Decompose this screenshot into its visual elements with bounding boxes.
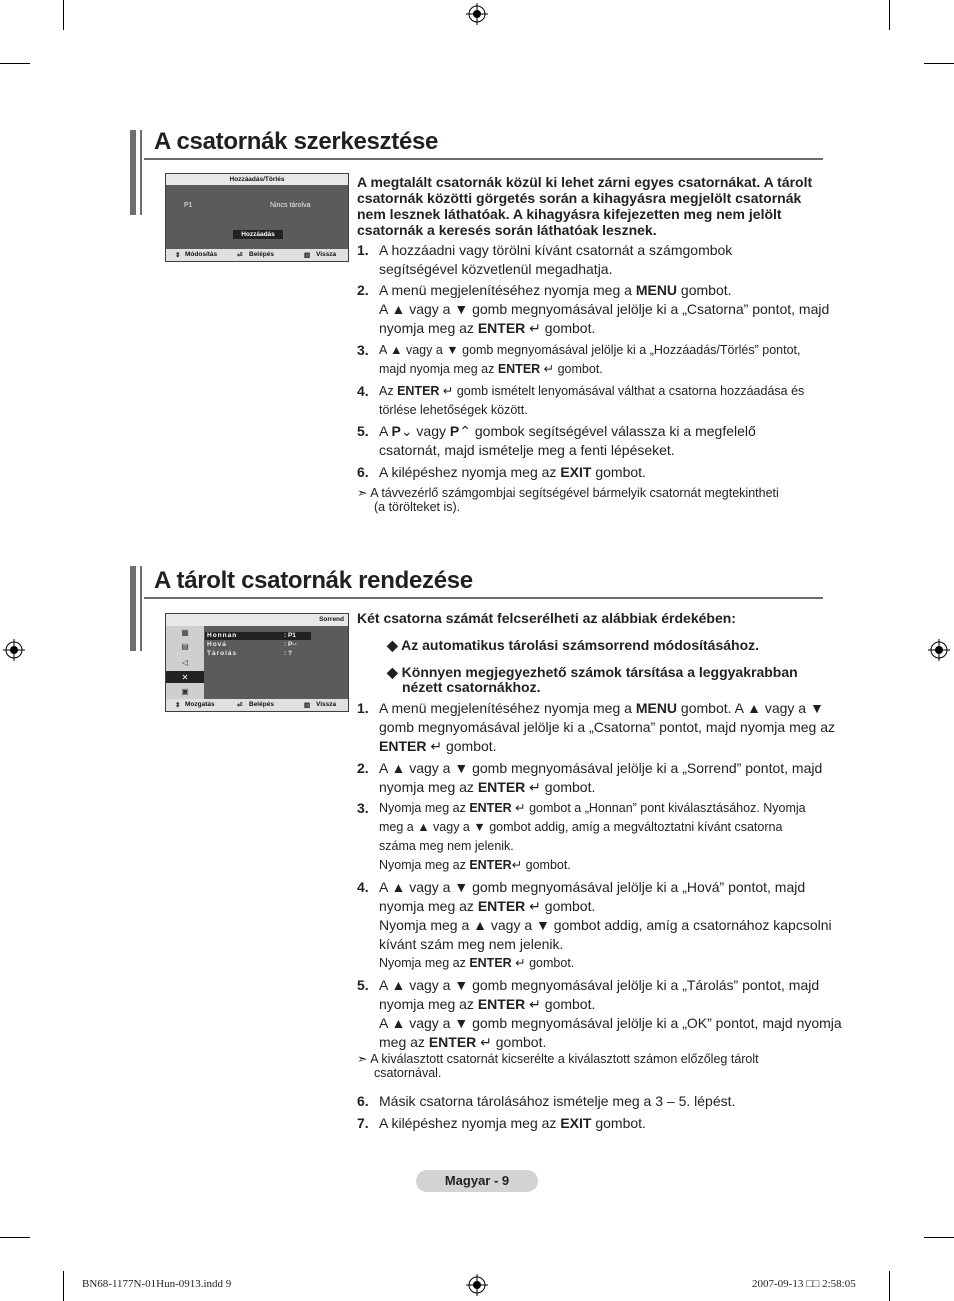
screen-row-value: Nincs tárolva (270, 202, 311, 209)
return-icon: ▥ (304, 702, 311, 709)
section-bar (130, 566, 136, 651)
return-icon: ▥ (304, 252, 311, 259)
step-item: 4. A ▲ vagy a ▼ gomb megnyomásával jelölje ki a „Hová” pontot, majd nyomja meg az ENTER ↵ gombot. Nyomja meg a ▲ vagy a ▼ gombot addig, amíg a csatornához kapcsolni kívánt szám meg nem jelenik. Nyomja meg az ENTER ↵ gombot. (357, 879, 832, 970)
updown-icon: ⇕ (175, 702, 181, 709)
intro-text: Két csatorna számát felcserélheti az alábbiak érdekében: (357, 610, 736, 626)
screen-row-value: : ? (284, 650, 292, 657)
screen-row-value: : P-- (284, 641, 297, 648)
crop-mark (889, 1271, 890, 1301)
section-title: A tárolt csatornák rendezése (154, 567, 473, 594)
crop-mark (0, 63, 30, 64)
enter-icon: ⏎ (237, 702, 243, 709)
screen-row-label: Tárolás (207, 650, 238, 657)
footer-item: Módosítás (185, 251, 218, 258)
step-item: 6. A kilépéshez nyomja meg az EXIT gombot. (357, 464, 646, 480)
screen-row-label: Hová (207, 641, 227, 648)
registration-mark-icon (466, 1274, 488, 1296)
footer-item: Mozgatás (185, 701, 215, 708)
registration-mark-icon (466, 3, 488, 25)
setup-icon: ▣ (181, 687, 189, 696)
page-number: Magyar - 9 (416, 1170, 538, 1192)
section-bar (140, 130, 142, 215)
bullet-item: ◆ Az automatikus tárolási számsorrend módosításához. (387, 637, 760, 653)
note: ➣ A kiválasztott csatornát kicserélte a kiválasztott számon előzőleg tárolt csatornával. (357, 1052, 759, 1080)
bullet-item: ◆ Könnyen megjegyezhető számok társítása a leggyakrabban (387, 664, 798, 680)
tv-screen-sort (165, 613, 349, 712)
section-rule (144, 158, 823, 160)
crop-mark (889, 0, 890, 30)
updown-icon: ⇕ (175, 252, 181, 259)
step-item: 2. A menü megjelenítéséhez nyomja meg a MENU gombot. A ▲ vagy a ▼ gomb megnyomásával jelölje ki a „Csatorna” pontot, majd nyomja meg az ENTER ↵ gombot. (357, 282, 830, 336)
screen-footer (166, 249, 348, 261)
screen-highlight: Hozzáadás (233, 230, 283, 239)
screen-title: Hozzáadás/Törlés (166, 174, 348, 185)
step-item: 3. A ▲ vagy a ▼ gomb megnyomásával jelölje ki a „Hozzáadás/Törlés” pontot, majd nyomja meg az ENTER ↵ gombot. (357, 342, 801, 376)
screen-footer (166, 699, 348, 711)
screen-title: Sorrend (166, 614, 348, 626)
crop-mark (63, 0, 64, 30)
section-bar (130, 130, 136, 215)
intro-text: A megtalált csatornák közül ki lehet zárni egyes csatornákat. A tárolt csatornák közötti görgetés során a kihagyásra megjelölt csatornák nem lesznek láthatóak. A kihagyásra kifejezetten meg nem jelölt csatornák a keresés során láthatóak lesznek. (357, 174, 813, 238)
step-item: 2. A ▲ vagy a ▼ gomb megnyomásával jelölje ki a „Sorrend” pontot, majd nyomja meg az ENTER ↵ gombot. (357, 760, 823, 795)
menu-sidebar (166, 626, 204, 699)
channel-icon: ✕ (181, 673, 189, 682)
screen-row-value: : P1 (284, 632, 296, 639)
step-item: 1. A menü megjelenítéséhez nyomja meg a MENU gombot. A ▲ vagy a ▼ gomb megnyomásával jelölje ki a „Csatorna” pontot, majd nyomja meg az ENTER ↵ gombot. (357, 700, 835, 754)
section-bar (140, 566, 142, 651)
crop-mark (63, 1271, 64, 1301)
slug-left: BN68-1177N-01Hun-0913.indd 9 (82, 1278, 232, 1290)
sound-icon: ▤ (181, 642, 189, 651)
section-title: A csatornák szerkesztése (154, 128, 439, 155)
enter-icon: ⏎ (237, 252, 243, 259)
crop-mark (924, 63, 954, 64)
section-rule (144, 597, 823, 599)
screen-row-label: P1 (184, 202, 193, 209)
step-item: 1. A hozzáadni vagy törölni kívánt csatornát a számgombok segítségével közvetlenül megadhatja. (357, 242, 733, 277)
step-item: 3. Nyomja meg az ENTER ↵ gombot a „Honnan” pont kiválasztásához. Nyomja meg a ▲ vagy a ▼ gombot addig, amíg a megváltoztatni kívánt csatorna száma meg nem jelenik. Nyomja meg az ENTER↵ gombot. (357, 800, 806, 872)
note: ➣ A távvezérlő számgombjai segítségével bármelyik csatornát megtekintheti (a törölteket is). (357, 486, 779, 514)
crop-mark (924, 1237, 954, 1238)
crop-mark (0, 1237, 30, 1238)
registration-mark-icon (928, 639, 950, 661)
step-item: 7. A kilépéshez nyomja meg az EXIT gombot. (357, 1115, 646, 1131)
bullet-item: nézett csatornákhoz. (402, 679, 541, 695)
step-item: 6. Másik csatorna tárolásához ismételje meg a 3 – 5. lépést. (357, 1093, 736, 1109)
step-item: 4. Az ENTER ↵ gomb ismételt lenyomásával válthat a csatorna hozzáadása és törlése lehetőségek között. (357, 383, 805, 417)
speaker-icon: ◁ (181, 658, 189, 667)
screen-row-label: Honnan (207, 632, 238, 639)
tv-screen-add-delete (165, 173, 349, 262)
footer-item: Belépés (249, 251, 274, 258)
picture-icon: ▦ (181, 628, 189, 637)
footer-item: Vissza (316, 701, 337, 708)
slug-right: 2007-09-13 □□ 2:58:05 (752, 1278, 856, 1290)
footer-item: Vissza (316, 251, 337, 258)
step-item: 5. A P⌄ vagy P⌃ gombok segítségével válassza ki a megfelelő csatornát, majd ismételje meg a fenti lépéseket. (357, 423, 756, 458)
footer-item: Belépés (249, 701, 274, 708)
step-item: 5. A ▲ vagy a ▼ gomb megnyomásával jelölje ki a „Tárolás” pontot, majd nyomja meg az ENTER ↵ gombot. A ▲ vagy a ▼ gomb megnyomásával jelölje ki a „OK” pontot, majd nyomja meg az ENTER ↵ gombot. (357, 977, 842, 1050)
registration-mark-icon (3, 639, 25, 661)
